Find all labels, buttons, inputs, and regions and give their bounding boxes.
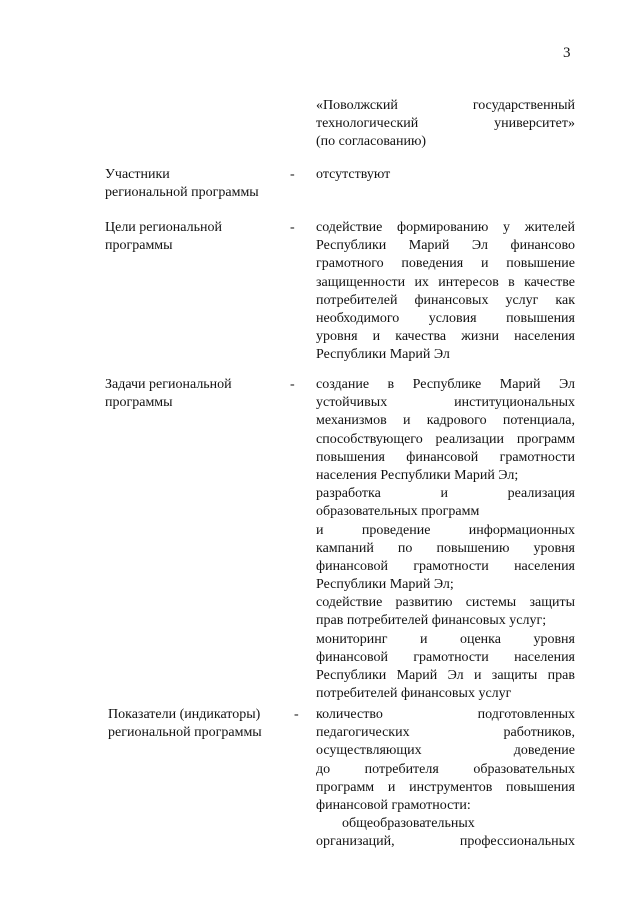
row-value bbox=[316, 376, 575, 703]
row-dash: - bbox=[290, 167, 295, 182]
value-line: разработка и реализация bbox=[316, 486, 575, 502]
value-line: потребителей финансовых услуг как bbox=[316, 292, 575, 308]
value-line: осуществляющих доведение bbox=[316, 743, 575, 759]
row-dash: - bbox=[294, 707, 299, 722]
value-line: способствующего реализации программ bbox=[316, 431, 575, 447]
value-line: образовательных программ bbox=[316, 504, 480, 520]
row-label bbox=[108, 706, 286, 742]
row-label bbox=[105, 219, 283, 255]
value-line: потребителей финансовых услуг bbox=[316, 686, 512, 702]
value-line: прав потребителей финансовых услуг; bbox=[316, 613, 547, 629]
value-line: финансовой грамотности: bbox=[316, 797, 471, 813]
label-line: программы bbox=[105, 238, 173, 254]
value-line: технологический университет» bbox=[316, 116, 575, 132]
value-line: Республики Марий Эл и защиты прав bbox=[316, 668, 575, 683]
value-line: мониторинг и оценка уровня bbox=[316, 631, 575, 647]
value-line: финансовой грамотности населения bbox=[316, 649, 575, 665]
value-line: содействие развитию системы защиты bbox=[316, 595, 575, 611]
label-line: Задачи региональной bbox=[105, 377, 232, 392]
value-line: программ и инструментов повышения bbox=[316, 779, 575, 795]
row-dash: - bbox=[290, 220, 295, 235]
label-line: программы bbox=[105, 395, 173, 411]
value-line: механизмов и кадрового потенциала, bbox=[316, 413, 575, 429]
value-line: уровня и качества жизни населения bbox=[316, 329, 575, 345]
row-value bbox=[316, 706, 575, 852]
row-label bbox=[105, 166, 283, 202]
value-line: кампаний по повышению уровня bbox=[316, 540, 575, 556]
label-line: региональной программы bbox=[105, 185, 259, 201]
row-label bbox=[105, 376, 283, 412]
row-value bbox=[316, 97, 575, 152]
label-line: Цели региональной bbox=[105, 220, 222, 235]
value-line: общеобразовательных bbox=[342, 816, 475, 832]
value-line: защищенности их интересов в качестве bbox=[316, 274, 575, 290]
value-line: повышения финансовой грамотности bbox=[316, 449, 575, 465]
value-line: необходимого условия повышения bbox=[316, 310, 575, 326]
page-number: 3 bbox=[563, 45, 571, 61]
value-line: Республики Марий Эл финансово bbox=[316, 238, 575, 254]
value-line: (по согласованию) bbox=[316, 134, 427, 150]
value-line: организаций, профессиональных bbox=[316, 834, 575, 850]
value-line: финансовой грамотности населения bbox=[316, 558, 575, 574]
value-line: до потребителя образовательных bbox=[316, 761, 575, 777]
label-line: Показатели (индикаторы) bbox=[108, 707, 261, 722]
value-line: и проведение информационных bbox=[316, 522, 575, 538]
value-line: «Поволжский государственный bbox=[316, 98, 575, 113]
label-line: региональной программы bbox=[108, 725, 262, 741]
value-line: населения Республики Марий Эл; bbox=[316, 467, 519, 483]
row-value bbox=[316, 219, 575, 365]
value-line: грамотного поведения и повышение bbox=[316, 256, 575, 272]
value-line: Республики Марий Эл bbox=[316, 347, 450, 363]
value-line: устойчивых институциональных bbox=[316, 395, 575, 411]
row-dash: - bbox=[290, 377, 295, 392]
row-value bbox=[316, 166, 575, 184]
value-line: количество подготовленных bbox=[316, 707, 575, 722]
label-line: Участники bbox=[105, 167, 170, 182]
value-line: отсутствуют bbox=[316, 167, 391, 182]
value-line: педагогических работников, bbox=[316, 725, 575, 741]
value-line: Республики Марий Эл; bbox=[316, 577, 454, 593]
value-line: создание в Республике Марий Эл bbox=[316, 377, 575, 392]
value-line: содействие формированию у жителей bbox=[316, 220, 575, 235]
